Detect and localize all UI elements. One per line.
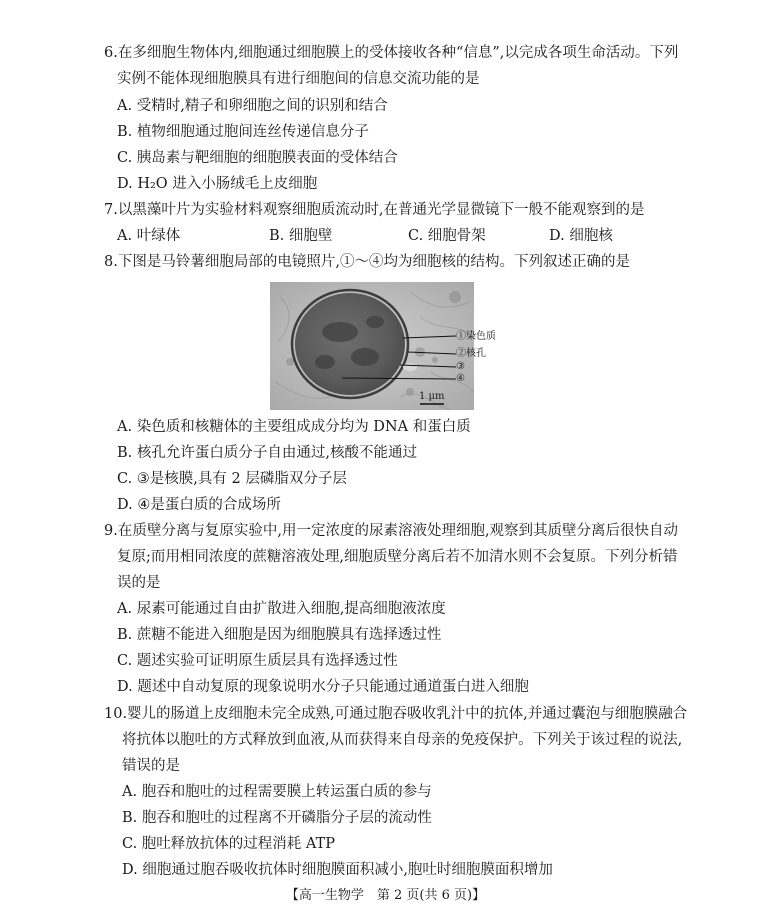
q9-stem-line2: 复原;而用相同浓度的蔗糖溶液处理,细胞质壁分离后若不加清水则不会复原。下列分析错: [117, 549, 678, 565]
label-4: ④: [456, 373, 465, 384]
q8-option-b: B. 核孔允许蛋白质分子自由通过,核酸不能通过: [117, 445, 417, 461]
q10-stem-line1: 10.婴儿的肠道上皮细胞未完全成熟,可通过胞吞吸收乳汁中的抗体,并通过囊泡与细胞膜融合: [104, 706, 688, 722]
q10-option-c: C. 胞吐释放抗体的过程消耗 ATP: [122, 836, 336, 852]
q8-stem: 8.下图是马铃薯细胞局部的电镜照片,①～④均为细胞核的结构。下列叙述正确的是: [104, 254, 630, 270]
q7-options-row: [0, 226, 771, 246]
label-3: ③: [456, 361, 465, 372]
q6-stem-line2: 实例不能体现细胞膜具有进行细胞间的信息交流功能的是: [117, 71, 480, 87]
q9-option-b: B. 蔗糖不能进入细胞是因为细胞膜具有选择透过性: [117, 627, 442, 643]
q6-option-c: C. 胰岛素与靶细胞的细胞膜表面的受体结合: [117, 150, 398, 166]
q6-option-b: B. 植物细胞通过胞间连丝传递信息分子: [117, 124, 369, 140]
q7-option-c: C. 细胞骨架: [408, 228, 486, 244]
q9-stem-line3: 误的是: [117, 575, 161, 591]
scale-bar-label: 1 μm: [419, 391, 445, 402]
label-nuclear-pore: ②核孔: [456, 348, 486, 359]
q10-option-b: B. 胞吞和胞吐的过程离不开磷脂分子层的流动性: [122, 810, 432, 826]
label-chromatin: ①染色质: [456, 331, 496, 342]
q10-option-d: D. 细胞通过胞吞吸收抗体时细胞膜面积减小,胞吐时细胞膜面积增加: [122, 862, 553, 878]
q6-stem-line1: 6.在多细胞生物体内,细胞通过细胞膜上的受体接收各种“信息”,以完成各项生命活动。下列: [104, 45, 679, 61]
q9-stem-line1: 9.在质壁分离与复原实验中,用一定浓度的尿素溶液处理细胞,观察到其质壁分离后很快自动: [104, 523, 679, 539]
q7-option-a: A. 叶绿体: [117, 228, 181, 244]
q10-stem-line2: 将抗体以胞吐的方式释放到血液,从而获得来自母亲的免疫保护。下列关于该过程的说法,: [122, 732, 683, 748]
q8-option-c: C. ③是核膜,具有 2 层磷脂双分子层: [117, 471, 347, 487]
q7-option-b: B. 细胞壁: [269, 228, 333, 244]
q8-option-d: D. ④是蛋白质的合成场所: [117, 497, 281, 513]
q8-electron-micrograph: [270, 282, 496, 410]
q6-option-a: A. 受精时,精子和卵细胞之间的识别和结合: [117, 98, 388, 114]
q9-option-a: A. 尿素可能通过自由扩散进入细胞,提高细胞液浓度: [117, 601, 446, 617]
page-footer: 【高一生物学 第 2 页(共 6 页)】: [285, 888, 486, 903]
q10-stem-line3: 错误的是: [122, 758, 180, 774]
q6-option-d: D. H₂O 进入小肠绒毛上皮细胞: [117, 176, 318, 192]
q7-stem: 7.以黑藻叶片为实验材料观察细胞质流动时,在普通光学显微镜下一般不能观察到的是: [104, 202, 645, 218]
q8-option-a: A. 染色质和核糖体的主要组成成分均为 DNA 和蛋白质: [117, 419, 471, 435]
q9-option-d: D. 题述中自动复原的现象说明水分子只能通过通道蛋白进入细胞: [117, 679, 529, 695]
q10-option-a: A. 胞吞和胞吐的过程需要膜上转运蛋白质的参与: [122, 784, 432, 800]
q9-option-c: C. 题述实验可证明原生质层具有选择透过性: [117, 653, 398, 669]
q7-option-d: D. 细胞核: [549, 228, 613, 244]
